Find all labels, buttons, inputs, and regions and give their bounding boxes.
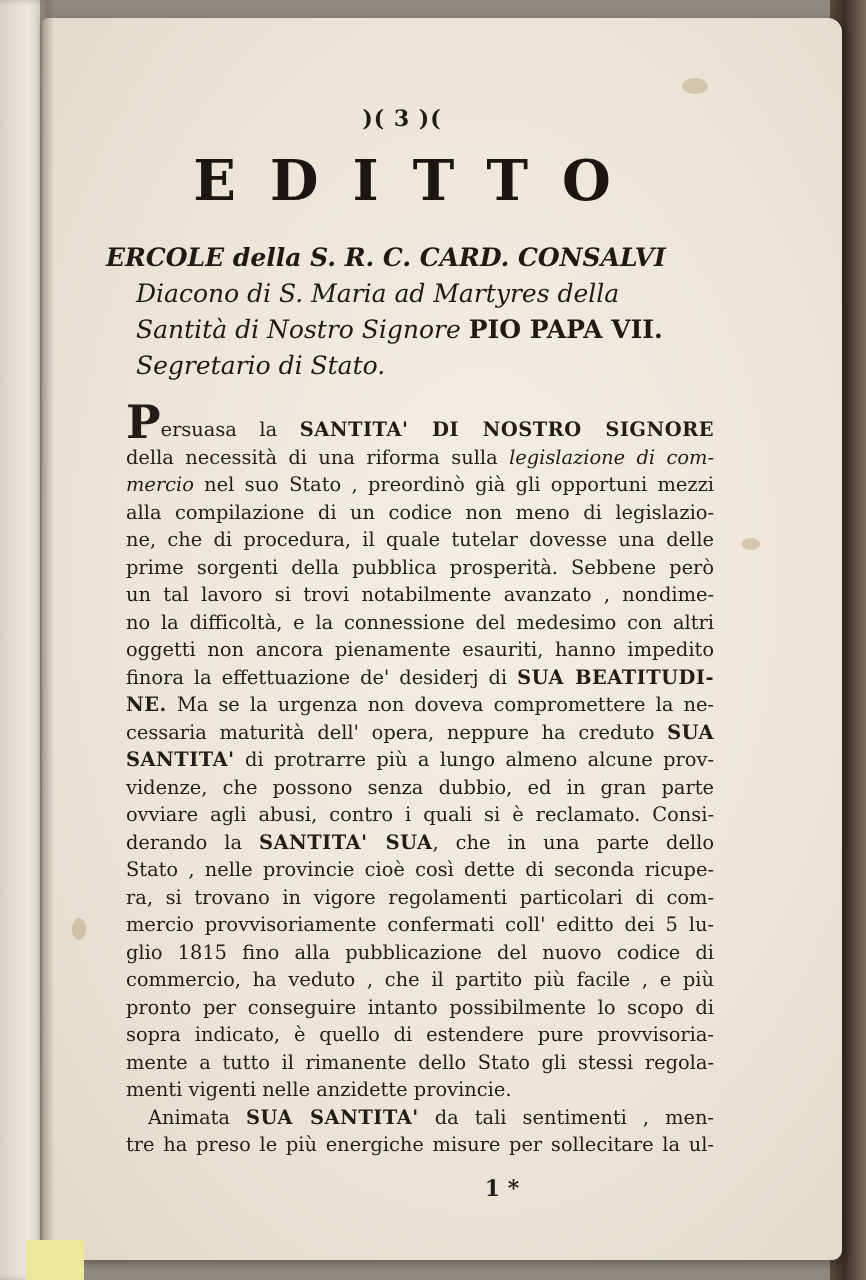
issuer-header bbox=[106, 240, 726, 384]
header-line: Segretario di Stato. bbox=[136, 351, 386, 380]
text-line: mercio provvisoriamente confermati coll' editto dei 5 lu- bbox=[126, 913, 714, 936]
header-line: Diacono di S. Maria ad Martyres della bbox=[136, 279, 620, 308]
text-line: prime sorgenti della pubblica prosperità. Sebbene però bbox=[126, 555, 714, 579]
edict-body bbox=[126, 395, 714, 1159]
paper-stain bbox=[742, 538, 760, 550]
document-title: EDITTO bbox=[193, 148, 645, 214]
text-line: ne, che di procedura, il quale tutelar dovesse una delle bbox=[126, 528, 714, 551]
text-line: della necessità di una riforma sulla legislazione di com- bbox=[126, 445, 714, 469]
text-line: pronto per conseguire intanto possibilmente lo scopo di bbox=[126, 995, 714, 1019]
text-line: alla compilazione di un codice non meno di legislazio- bbox=[126, 500, 714, 524]
paper-stain bbox=[72, 918, 86, 940]
text-line: derando la SANTITA' SUA, che in una parte dello bbox=[126, 830, 714, 854]
paper-stain bbox=[682, 78, 708, 94]
header-line: ERCOLE della S. R. C. CARD. CONSALVI bbox=[106, 243, 666, 272]
text-line: NE. Ma se la urgenza non doveva compromettere la ne- bbox=[126, 693, 714, 716]
text-line: ovviare agli abusi, contro i quali si è reclamato. Consi- bbox=[126, 803, 714, 826]
drop-cap: P bbox=[126, 395, 161, 449]
bookmark-slip bbox=[26, 1240, 84, 1280]
text-line: finora la effettuazione de' desiderj di SUA BEATITUDI- bbox=[126, 665, 714, 689]
text-line: mercio nel suo Stato , preordinò già gli opportuni mezzi bbox=[126, 473, 714, 496]
text-line: glio 1815 fino alla pubblicazione del nuovo codice di bbox=[126, 940, 714, 964]
text-line: no la difficoltà, e la connessione del medesimo con altri bbox=[126, 610, 714, 634]
text-line: commercio, ha veduto , che il partito più facile , e più bbox=[126, 968, 714, 991]
text-line: Animata SUA SANTITA' da tali sentimenti , men- bbox=[148, 1105, 714, 1129]
header-line: Santità di Nostro Signore PIO PAPA VII. bbox=[136, 315, 663, 344]
signature-mark: 1 * bbox=[484, 1176, 520, 1202]
text-line: oggetti non ancora pienamente esauriti, hanno impedito bbox=[126, 638, 714, 661]
text-line: menti vigenti nelle anzidette provincie. bbox=[126, 1078, 512, 1101]
page-number: )( 3 )( bbox=[362, 106, 442, 132]
text-line: cessaria maturità dell' opera, neppure ha creduto SUA bbox=[126, 720, 714, 744]
text-line: Stato , nelle provincie cioè così dette di seconda ricupe- bbox=[126, 858, 714, 881]
text-line: mente a tutto il rimanente dello Stato gli stessi regola- bbox=[126, 1050, 714, 1074]
text-line: ra, si trovano in vigore regolamenti particolari di com- bbox=[126, 885, 714, 909]
spine-shadow bbox=[40, 0, 54, 1280]
text-line: un tal lavoro si trovi notabilmente avanzato , nondime- bbox=[126, 583, 714, 606]
text-line: sopra indicato, è quello di estendere pure provvisoria- bbox=[126, 1023, 714, 1046]
document-page bbox=[42, 18, 842, 1260]
text-line: Persuasa la SANTITA' DI NOSTRO SIGNORE bbox=[126, 395, 714, 449]
text-line: videnze, che possono senza dubbio, ed in gran parte bbox=[126, 775, 714, 799]
text-line: tre ha preso le più energiche misure per sollecitare la ul- bbox=[126, 1133, 714, 1156]
text-line: SANTITA' di protrarre più a lungo almeno alcune prov- bbox=[126, 748, 714, 771]
